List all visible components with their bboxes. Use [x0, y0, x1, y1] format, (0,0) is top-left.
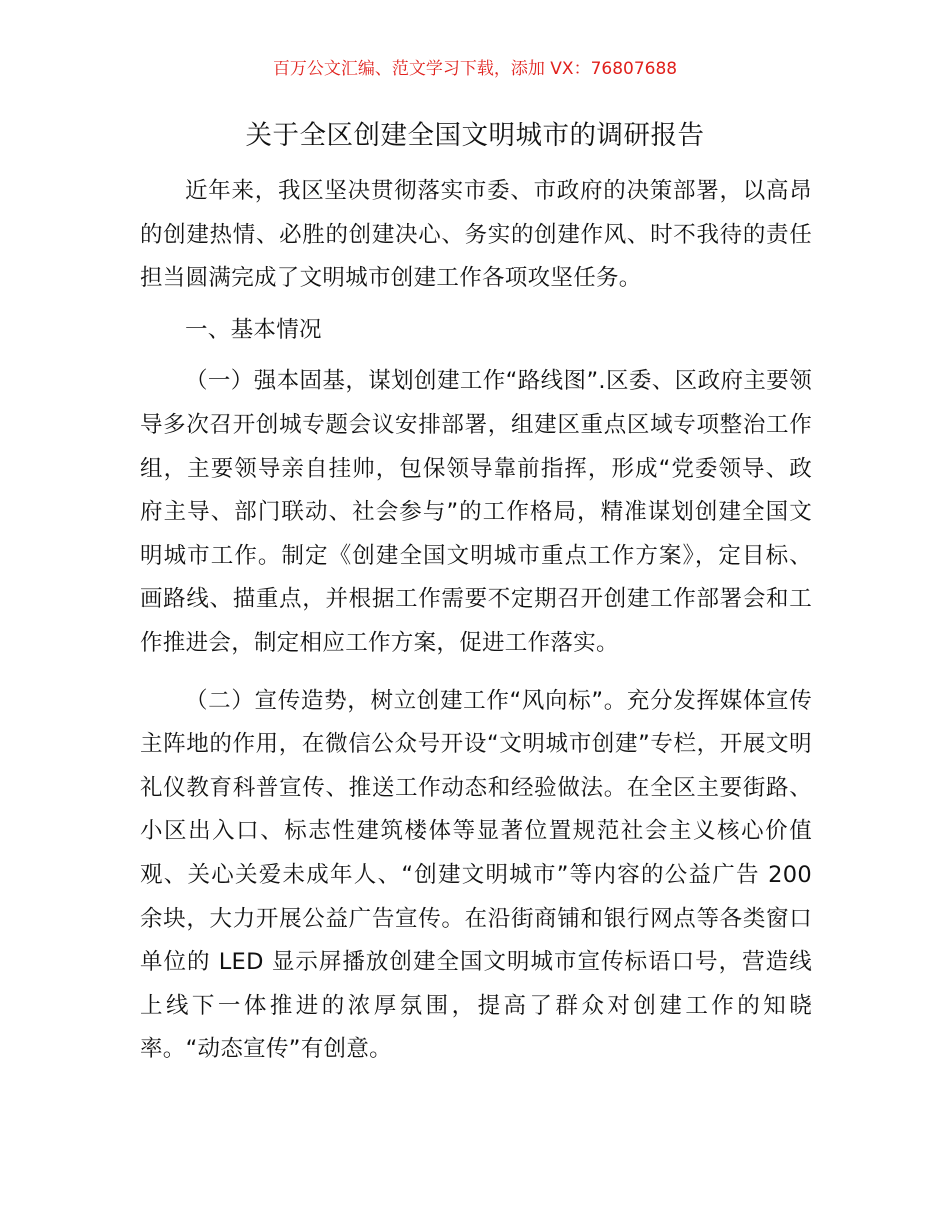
watermark-header: 百万公文汇编、范文学习下载，添加 VX：76807688 [272, 59, 678, 79]
document-body [140, 170, 812, 1072]
intro-paragraph: 近年来，我区坚决贯彻落实市委、市政府的决策部署，以高昂的创建热情、必胜的创建决心、务实的创建作风、时不我待的责任担当圆满完成了文明城市创建工作各项攻坚任务。 [140, 178, 812, 292]
document-title: 关于全区创建全国文明城市的调研报告 [245, 120, 705, 151]
paragraph-section-1: （一）强本固基，谋划创建工作“路线图”.区委、区政府主要领导多次召开创城专题会议安排部署，组建区重点区域专项整治工作组，主要领导亲自挂帅，包保领导靠前指挥，形成“党委领导、政府主导、部门联动、社会参与”的工作格局，精准谋划创建全国文明城市工作。制定《创建全国文明城市重点工作方案》，定目标、画路线、描重点，并根据工作需要不定期召开创建工作部署会和工作推进会，制定相应工作方案，促进工作落实。 [140, 368, 812, 656]
section-heading-basic-situation: 一、基本情况 [185, 316, 322, 343]
paragraph-section-2: （二）宣传造势，树立创建工作“风向标”。充分发挥媒体宣传主阵地的作用，在微信公众号开设“文明城市创建”专栏，开展文明礼仪教育科普宣传、推送工作动态和经验做法。在全区主要街路、小区出入口、标志性建筑楼体等显著位置规范社会主义核心价值观、关心关爱未成年人、“创建文明城市”等内容的公益广告 200 余块，大力开展公益广告宣传。在沿街商铺和银行网点等各类窗口单位的 LED 显示屏播放创建全国文明城市宣传标语口号，营造线上线下一体推进的浓厚氛围，提高了群众对创建工作的知晓率。“动态宣传”有创意。 [140, 687, 812, 1063]
